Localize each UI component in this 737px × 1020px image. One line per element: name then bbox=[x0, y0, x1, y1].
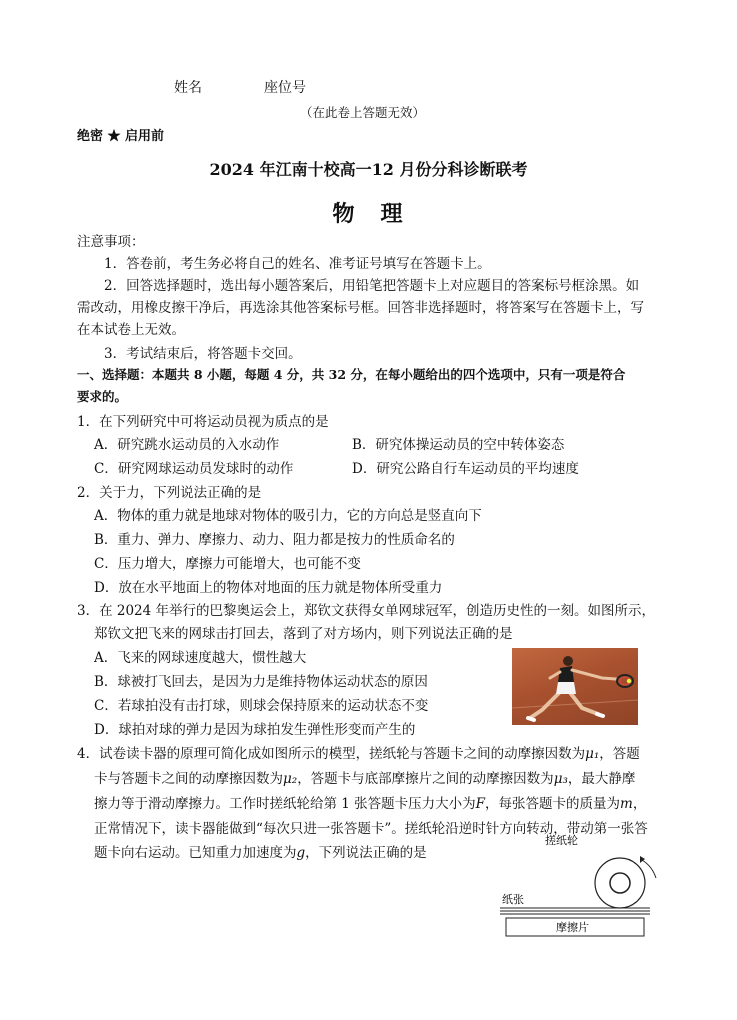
question-3-option-b: B．球被打飞回去，是因为力是维持物体运动状态的原因 bbox=[94, 674, 428, 690]
question-4-line-1: 4．试卷读卡器的原理可简化成如图所示的模型，搓纸轮与答题卡之间的动摩擦因数为μ₁，答题 bbox=[77, 746, 640, 762]
notice-item-1: 1．答卷前，考生务必将自己的姓名、准考证号填写在答题卡上。 bbox=[104, 256, 491, 272]
question-3-option-a: A．飞来的网球速度越大，惯性越大 bbox=[94, 650, 307, 666]
secret-mark: 绝密 ★ 启用前 bbox=[77, 129, 165, 144]
question-1-option-a: A．研究跳水运动员的入水动作 bbox=[94, 437, 280, 453]
question-4-line-2: 卡与答题卡之间的动摩擦因数为μ₂，答题卡与底部摩擦片之间的动摩擦因数为μ₃，最大静摩 bbox=[94, 771, 636, 787]
question-3-option-d: D．球拍对球的弹力是因为球拍发生弹性形变而产生的 bbox=[94, 722, 416, 738]
notice-item-2-end: 在本试卷上无效。 bbox=[77, 322, 185, 338]
question-2-option-c: C．压力增大，摩擦力可能增大，也可能不变 bbox=[94, 556, 361, 572]
notice-item-3: 3．考试结束后，将答题卡交回。 bbox=[104, 346, 302, 362]
question-1-stem: 1．在下列研究中可将运动员视为质点的是 bbox=[77, 414, 329, 430]
question-2-option-a: A．物体的重力就是地球对物体的吸引力，它的方向总是竖直向下 bbox=[94, 508, 482, 524]
section-heading-cont: 要求的。 bbox=[77, 389, 128, 404]
question-3-stem-cont: 郑钦文把飞来的网球击打回去，落到了对方场内，则下列说法正确的是 bbox=[94, 626, 513, 642]
question-1-option-b: B．研究体操运动员的空中转体姿态 bbox=[352, 437, 565, 453]
question-1-option-c: C．研究网球运动员发球时的动作 bbox=[94, 461, 294, 477]
wheel-hub bbox=[610, 873, 630, 893]
invalid-note: （在此卷上答题无效） bbox=[300, 105, 426, 120]
name-label: 姓名 bbox=[174, 80, 202, 96]
notice-item-2: 2．回答选择题时，选出每小题答案后，用铅笔把答题卡上对应题目的答案标号框涂黑。如 bbox=[104, 278, 640, 294]
subject-title: 物 理 bbox=[332, 201, 405, 227]
section-heading: 一、选择题：本题共 8 小题，每题 4 分，共 32 分，在每小题给出的四个选项中，只有一项是符合 bbox=[77, 367, 626, 382]
notice-item-2-cont: 需改动，用橡皮擦干净后，再选涂其他答案标号框。回答非选择题时，将答案写在答题卡上，写 bbox=[77, 300, 644, 316]
wheel-label: 搓纸轮 bbox=[545, 834, 578, 847]
question-3-stem: 3．在 2024 年举行的巴黎奥运会上，郑钦文获得女单网球冠军，创造历史性的一刻。如图所示， bbox=[77, 603, 656, 619]
question-2-option-b: B．重力、弹力、摩擦力、动力、阻力都是按力的性质命名的 bbox=[94, 532, 455, 548]
card-reader-diagram bbox=[500, 826, 660, 941]
question-2-option-d: D．放在水平地面上的物体对地面的压力就是物体所受重力 bbox=[94, 580, 443, 596]
exam-title: 2024 年江南十校高一12 月份分科诊断联考 bbox=[209, 160, 528, 179]
card-reader-figure bbox=[500, 826, 660, 941]
question-4-line-3: 擦力等于滑动摩擦力。工作时搓纸轮给第 1 张答题卡压力大小为F，每张答题卡的质量为m， bbox=[94, 796, 647, 812]
seat-label: 座位号 bbox=[264, 80, 306, 96]
question-3-option-c: C．若球拍没有击打球，则球会保持原来的运动状态不变 bbox=[94, 698, 429, 714]
question-4-line-5: 题卡向右运动。已知重力加速度为g，下列说法正确的是 bbox=[94, 845, 427, 861]
question-1-option-d: D．研究公路自行车运动员的平均速度 bbox=[352, 461, 579, 477]
tennis-player-photo bbox=[512, 648, 638, 725]
question-2-stem: 2．关于力，下列说法正确的是 bbox=[77, 485, 262, 501]
pad-label: 摩擦片 bbox=[556, 921, 589, 934]
question-4-line-4: 正常情况下，读卡器能做到“每次只进一张答题卡”。搓纸轮沿逆时针方向转动，带动第一张答 bbox=[94, 821, 648, 837]
paper-label: 纸张 bbox=[502, 893, 524, 906]
notice-heading: 注意事项： bbox=[77, 234, 145, 250]
